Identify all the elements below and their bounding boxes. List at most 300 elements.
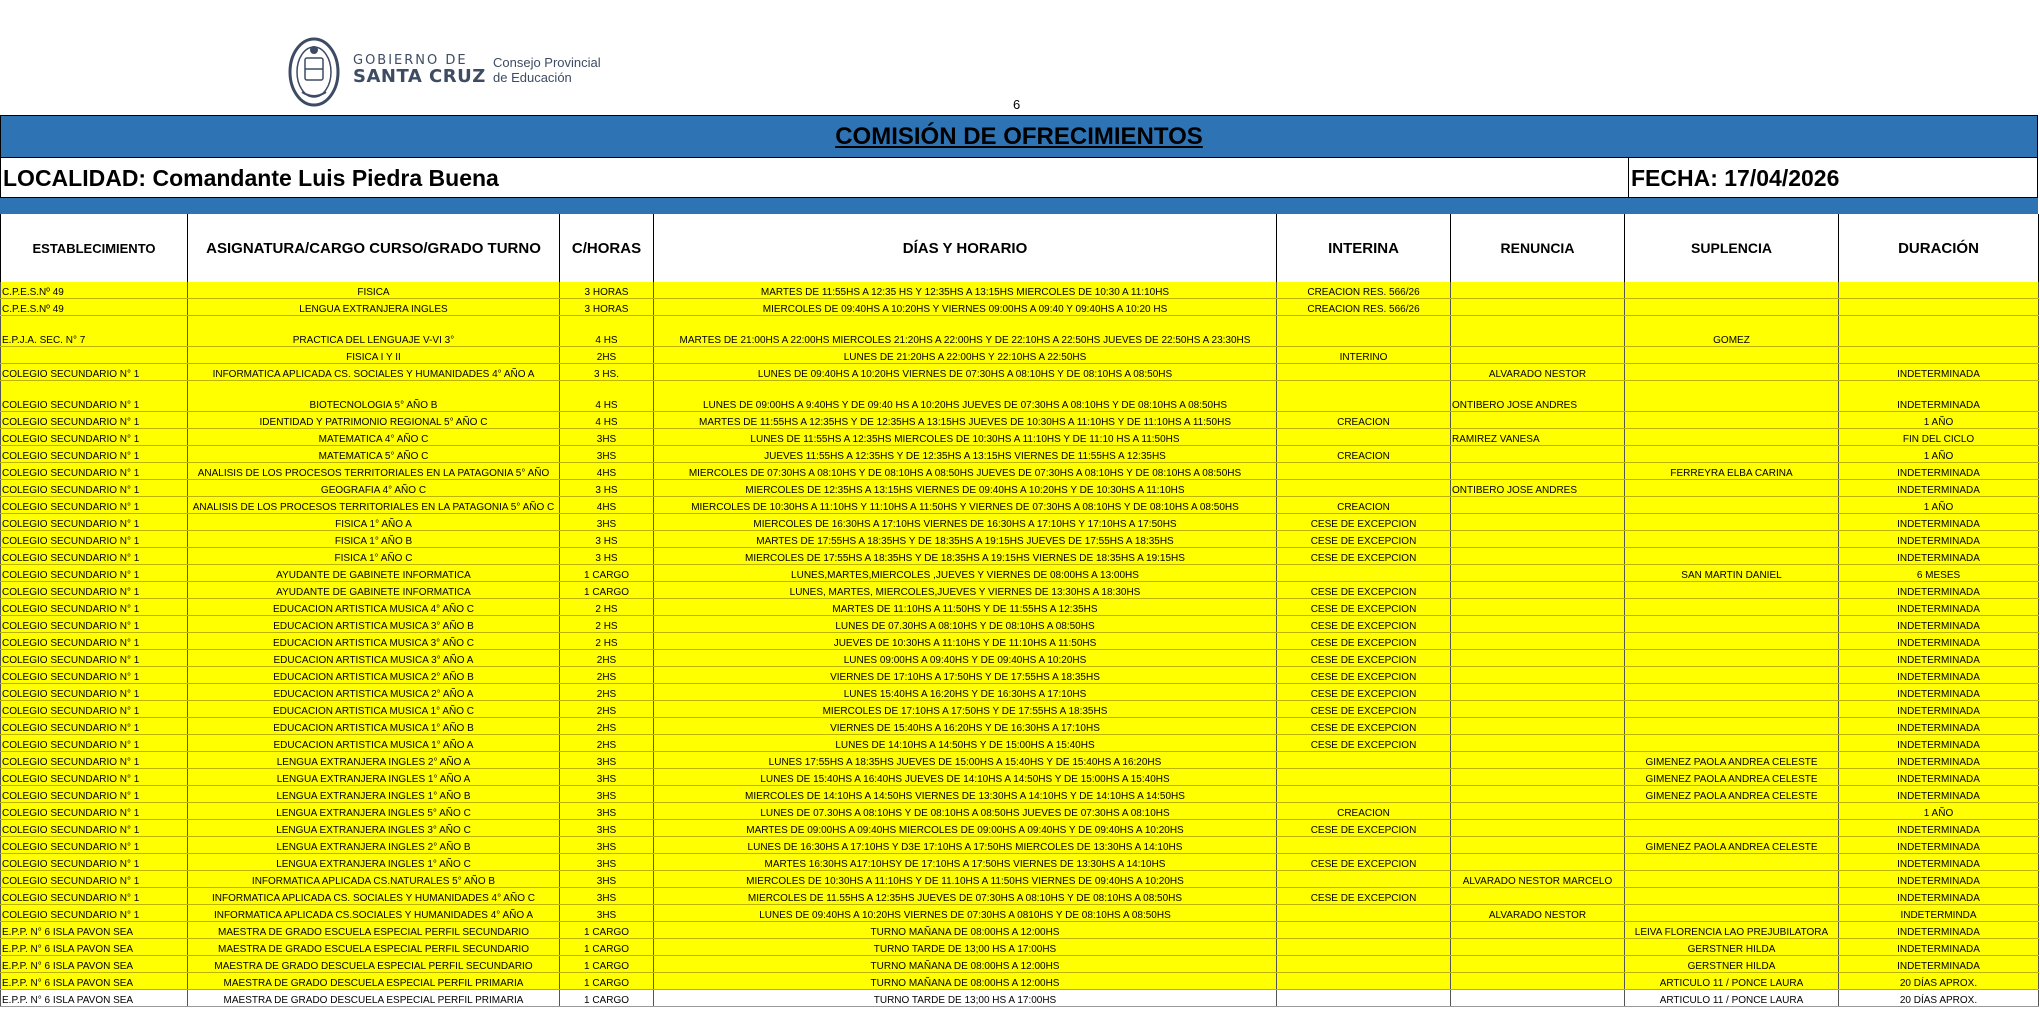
cell-dias-horario: MIERCOLES DE 07:30HS A 08:10HS Y DE 08:10HS A 08:50HS JUEVES DE 07:30HS A 08:10HS Y DE 08:10HS A 08:50HS xyxy=(654,463,1277,480)
table-row xyxy=(1,429,2039,446)
cell-suplencia xyxy=(1625,347,1839,364)
logo-consejo-line1: Consejo Provincial xyxy=(493,55,601,70)
cell-suplencia xyxy=(1625,282,1839,299)
cell-dias-horario: JUEVES 11:55HS A 12:35HS Y DE 12:35HS A 13:15HS VIERNES DE 11:55HS A 12:35HS xyxy=(654,446,1277,463)
table-row xyxy=(1,565,2039,582)
cell-interina: CESE DE EXCEPCION xyxy=(1277,616,1451,633)
col-horas: C/HORAS xyxy=(560,214,654,282)
cell-duracion: INDETERMINADA xyxy=(1839,922,2039,939)
cell-asignatura: INFORMATICA APLICADA CS.NATURALES 5° AÑO B xyxy=(188,871,560,888)
cell-interina: CESE DE EXCEPCION xyxy=(1277,667,1451,684)
cell-horas: 4HS xyxy=(560,497,654,514)
cell-establecimiento: COLEGIO SECUNDARIO N° 1 xyxy=(1,531,188,548)
cell-suplencia xyxy=(1625,871,1839,888)
cell-renuncia xyxy=(1451,769,1625,786)
cell-duracion: 20 DÍAS APROX. xyxy=(1839,973,2039,990)
cell-dias-horario: MARTES DE 11:55HS A 12:35HS Y DE 12:35HS A 13:15HS JUEVES DE 10:30HS A 11:10HS Y DE 11:10HS A 11:50HS xyxy=(654,412,1277,429)
cell-dias-horario: LUNES DE 21:20HS A 22:00HS Y 22:10HS A 22:50HS xyxy=(654,347,1277,364)
table-row xyxy=(1,939,2039,956)
cell-dias-horario: LUNES,MARTES,MIERCOLES ,JUEVES Y VIERNES DE 08:00HS A 13:00HS xyxy=(654,565,1277,582)
cell-horas: 3HS xyxy=(560,837,654,854)
table-row xyxy=(1,871,2039,888)
cell-asignatura: INFORMATICA APLICADA CS. SOCIALES Y HUMANIDADES 4° AÑO C xyxy=(188,888,560,905)
cell-duracion: 6 MESES xyxy=(1839,565,2039,582)
cell-establecimiento: COLEGIO SECUNDARIO N° 1 xyxy=(1,871,188,888)
cell-interina xyxy=(1277,463,1451,480)
cell-horas: 3 HS xyxy=(560,548,654,565)
cell-suplencia xyxy=(1625,514,1839,531)
cell-duracion: INDETERMINADA xyxy=(1839,364,2039,381)
cell-interina xyxy=(1277,364,1451,381)
cell-horas: 3 HS. xyxy=(560,364,654,381)
cell-duracion: INDETERMINADA xyxy=(1839,735,2039,752)
cell-asignatura: AYUDANTE DE GABINETE INFORMATICA xyxy=(188,565,560,582)
table-row xyxy=(1,347,2039,364)
cell-horas: 3 HORAS xyxy=(560,299,654,316)
table-row xyxy=(1,786,2039,803)
cell-duracion: INDETERMINADA xyxy=(1839,582,2039,599)
cell-duracion: INDETERMINADA xyxy=(1839,786,2039,803)
cell-establecimiento: E.P.P. N° 6 ISLA PAVON SEA xyxy=(1,973,188,990)
cell-renuncia xyxy=(1451,565,1625,582)
cell-interina: INTERINO xyxy=(1277,347,1451,364)
cell-dias-horario: VIERNES DE 15:40HS A 16:20HS Y DE 16:30HS A 17:10HS xyxy=(654,718,1277,735)
gobierno-logo xyxy=(288,36,618,108)
table-header-row xyxy=(1,214,2039,282)
table-row xyxy=(1,412,2039,429)
logo-wordmark xyxy=(353,54,486,87)
cell-asignatura: EDUCACION ARTISTICA MUSICA 2° AÑO A xyxy=(188,684,560,701)
cell-dias-horario: LUNES 15:40HS A 16:20HS Y DE 16:30HS A 17:10HS xyxy=(654,684,1277,701)
cell-duracion: INDETERMINADA xyxy=(1839,381,2039,412)
cell-dias-horario: MIERCOLES DE 09:40HS A 10:20HS Y VIERNES 09:00HS A 09:40 Y 09:40HS A 10:20 HS xyxy=(654,299,1277,316)
cell-duracion xyxy=(1839,282,2039,299)
cell-horas: 3 HS xyxy=(560,531,654,548)
cell-asignatura: PRACTICA DEL LENGUAJE V-VI 3° xyxy=(188,316,560,347)
cell-dias-horario: LUNES DE 09:40HS A 10:20HS VIERNES DE 07:30HS A 08:10HS Y DE 08:10HS A 08:50HS xyxy=(654,364,1277,381)
table-row xyxy=(1,548,2039,565)
cell-horas: 3HS xyxy=(560,888,654,905)
cell-suplencia xyxy=(1625,582,1839,599)
cell-suplencia xyxy=(1625,701,1839,718)
table-row xyxy=(1,497,2039,514)
cell-asignatura: EDUCACION ARTISTICA MUSICA 4° AÑO C xyxy=(188,599,560,616)
cell-suplencia xyxy=(1625,548,1839,565)
cell-suplencia xyxy=(1625,820,1839,837)
cell-asignatura: MAESTRA DE GRADO DESCUELA ESPECIAL PERFIL PRIMARIA xyxy=(188,973,560,990)
cell-establecimiento: COLEGIO SECUNDARIO N° 1 xyxy=(1,381,188,412)
cell-dias-horario: LUNES DE 09:00HS A 9:40HS Y DE 09:40 HS A 10:20HS JUEVES DE 07:30HS A 08:10HS Y DE 08:10HS A 08:50HS xyxy=(654,381,1277,412)
cell-interina: CREACION xyxy=(1277,803,1451,820)
cell-establecimiento: COLEGIO SECUNDARIO N° 1 xyxy=(1,480,188,497)
cell-dias-horario: LUNES DE 07.30HS A 08:10HS Y DE 08:10HS A 08:50HS JUEVES DE 07:30HS A 08:10HS xyxy=(654,803,1277,820)
cell-suplencia xyxy=(1625,429,1839,446)
cell-horas: 2HS xyxy=(560,347,654,364)
cell-suplencia xyxy=(1625,616,1839,633)
cell-dias-horario: MIERCOLES DE 10:30HS A 11:10HS Y 11:10HS A 11:50HS Y VIERNES DE 07:30HS A 08:10HS Y DE 08:10HS A 08:50HS xyxy=(654,497,1277,514)
cell-horas: 3HS xyxy=(560,905,654,922)
cell-suplencia xyxy=(1625,718,1839,735)
cell-dias-horario: MARTES DE 09:00HS A 09:40HS MIERCOLES DE 09:00HS A 09:40HS Y DE 09:40HS A 10:20HS xyxy=(654,820,1277,837)
cell-asignatura: LENGUA EXTRANJERA INGLES 3° AÑO C xyxy=(188,820,560,837)
cell-establecimiento: COLEGIO SECUNDARIO N° 1 xyxy=(1,633,188,650)
cell-dias-horario: TURNO MAÑANA DE 08:00HS A 12:00HS xyxy=(654,956,1277,973)
cell-asignatura: MAESTRA DE GRADO DESCUELA ESPECIAL PERFIL SECUNDARIO xyxy=(188,956,560,973)
cell-interina xyxy=(1277,837,1451,854)
cell-duracion: INDETERMINADA xyxy=(1839,684,2039,701)
cell-renuncia xyxy=(1451,973,1625,990)
logo-consejo-text xyxy=(493,56,601,86)
cell-horas: 4HS xyxy=(560,463,654,480)
col-interina: INTERINA xyxy=(1277,214,1451,282)
col-suplencia: SUPLENCIA xyxy=(1625,214,1839,282)
cell-asignatura: LENGUA EXTRANJERA INGLES 2° AÑO B xyxy=(188,837,560,854)
localidad-label: LOCALIDAD: Comandante Luis Piedra Buena xyxy=(3,165,499,191)
cell-horas: 3 HS xyxy=(560,480,654,497)
cell-renuncia xyxy=(1451,633,1625,650)
cell-interina: CESE DE EXCEPCION xyxy=(1277,633,1451,650)
cell-horas: 2 HS xyxy=(560,599,654,616)
cell-duracion: 1 AÑO xyxy=(1839,412,2039,429)
cell-establecimiento: COLEGIO SECUNDARIO N° 1 xyxy=(1,497,188,514)
col-renuncia: RENUNCIA xyxy=(1451,214,1625,282)
cell-establecimiento: E.P.P. N° 6 ISLA PAVON SEA xyxy=(1,956,188,973)
cell-asignatura: LENGUA EXTRANJERA INGLES 1° AÑO A xyxy=(188,769,560,786)
cell-horas: 3HS xyxy=(560,854,654,871)
cell-horas: 3HS xyxy=(560,752,654,769)
cell-suplencia xyxy=(1625,599,1839,616)
cell-asignatura: FISICA 1° AÑO B xyxy=(188,531,560,548)
table-row xyxy=(1,463,2039,480)
cell-establecimiento: COLEGIO SECUNDARIO N° 1 xyxy=(1,820,188,837)
cell-suplencia xyxy=(1625,667,1839,684)
table-row xyxy=(1,701,2039,718)
cell-renuncia xyxy=(1451,497,1625,514)
cell-suplencia xyxy=(1625,633,1839,650)
cell-asignatura: INFORMATICA APLICADA CS. SOCIALES Y HUMANIDADES 4° AÑO A xyxy=(188,364,560,381)
table-row xyxy=(1,282,2039,299)
title-band xyxy=(0,115,2038,158)
cell-duracion: INDETERMINADA xyxy=(1839,463,2039,480)
cell-asignatura: EDUCACION ARTISTICA MUSICA 2° AÑO B xyxy=(188,667,560,684)
cell-horas: 2HS xyxy=(560,650,654,667)
cell-horas: 1 CARGO xyxy=(560,973,654,990)
cell-establecimiento: COLEGIO SECUNDARIO N° 1 xyxy=(1,650,188,667)
cell-dias-horario: MIERCOLES DE 16:30HS A 17:10HS VIERNES DE 16:30HS A 17:10HS Y 17:10HS A 17:50HS xyxy=(654,514,1277,531)
table-row xyxy=(1,854,2039,871)
cell-asignatura: LENGUA EXTRANJERA INGLES 5° AÑO C xyxy=(188,803,560,820)
cell-establecimiento: COLEGIO SECUNDARIO N° 1 xyxy=(1,769,188,786)
cell-establecimiento: COLEGIO SECUNDARIO N° 1 xyxy=(1,803,188,820)
cell-establecimiento: C.P.E.S.Nº 49 xyxy=(1,299,188,316)
cell-suplencia xyxy=(1625,446,1839,463)
cell-renuncia xyxy=(1451,701,1625,718)
cell-horas: 1 CARGO xyxy=(560,956,654,973)
cell-suplencia xyxy=(1625,412,1839,429)
cell-horas: 3HS xyxy=(560,803,654,820)
cell-asignatura: LENGUA EXTRANJERA INGLES 2° AÑO A xyxy=(188,752,560,769)
cell-establecimiento: COLEGIO SECUNDARIO N° 1 xyxy=(1,684,188,701)
cell-interina: CESE DE EXCEPCION xyxy=(1277,718,1451,735)
cell-suplencia: FERREYRA ELBA CARINA xyxy=(1625,463,1839,480)
cell-asignatura: FISICA xyxy=(188,282,560,299)
cell-asignatura: GEOGRAFIA 4° AÑO C xyxy=(188,480,560,497)
cell-renuncia xyxy=(1451,854,1625,871)
cell-establecimiento: COLEGIO SECUNDARIO N° 1 xyxy=(1,905,188,922)
cell-renuncia xyxy=(1451,650,1625,667)
cell-interina: CREACION xyxy=(1277,497,1451,514)
cell-duracion: INDETERMINADA xyxy=(1839,650,2039,667)
table-row xyxy=(1,316,2039,347)
table-row xyxy=(1,956,2039,973)
cell-renuncia: ONTIBERO JOSE ANDRES xyxy=(1451,480,1625,497)
cell-establecimiento: COLEGIO SECUNDARIO N° 1 xyxy=(1,735,188,752)
cell-interina xyxy=(1277,905,1451,922)
cell-interina: CREACION xyxy=(1277,446,1451,463)
cell-horas: 3HS xyxy=(560,446,654,463)
cell-suplencia xyxy=(1625,854,1839,871)
cell-dias-horario: MIERCOLES DE 14:10HS A 14:50HS VIERNES DE 13:30HS A 14:10HS Y DE 14:10HS A 14:50HS xyxy=(654,786,1277,803)
cell-interina xyxy=(1277,990,1451,1007)
cell-dias-horario: MIERCOLES DE 17:10HS A 17:50HS Y DE 17:55HS A 18:35HS xyxy=(654,701,1277,718)
cell-duracion: 20 DÍAS APROX. xyxy=(1839,990,2039,1007)
logo-santa-cruz-text: SANTA CRUZ xyxy=(353,65,486,87)
table-row xyxy=(1,514,2039,531)
cell-interina: CREACION RES. 566/26 xyxy=(1277,299,1451,316)
cell-dias-horario: MIERCOLES DE 12:35HS A 13:15HS VIERNES DE 09:40HS A 10:20HS Y DE 10:30HS A 11:10HS xyxy=(654,480,1277,497)
cell-renuncia xyxy=(1451,282,1625,299)
cell-asignatura: FISICA I Y II xyxy=(188,347,560,364)
cell-dias-horario: MIERCOLES DE 10:30HS A 11:10HS Y DE 11.10HS A 11:50HS VIERNES DE 09:40HS A 10:20HS xyxy=(654,871,1277,888)
cell-horas: 3HS xyxy=(560,769,654,786)
cell-horas: 1 CARGO xyxy=(560,939,654,956)
cell-interina xyxy=(1277,956,1451,973)
cell-renuncia xyxy=(1451,803,1625,820)
cell-horas: 3HS xyxy=(560,786,654,803)
cell-establecimiento: COLEGIO SECUNDARIO N° 1 xyxy=(1,616,188,633)
cell-horas: 4 HS xyxy=(560,381,654,412)
cell-horas: 2HS xyxy=(560,718,654,735)
cell-duracion: INDETERMINDA xyxy=(1839,905,2039,922)
cell-suplencia xyxy=(1625,531,1839,548)
cell-interina xyxy=(1277,316,1451,347)
cell-establecimiento: COLEGIO SECUNDARIO N° 1 xyxy=(1,837,188,854)
cell-renuncia xyxy=(1451,299,1625,316)
cell-asignatura: LENGUA EXTRANJERA INGLES 1° AÑO C xyxy=(188,854,560,871)
cell-interina: CESE DE EXCEPCION xyxy=(1277,888,1451,905)
table-row xyxy=(1,531,2039,548)
cell-duracion xyxy=(1839,299,2039,316)
cell-renuncia: ONTIBERO JOSE ANDRES xyxy=(1451,381,1625,412)
cell-renuncia xyxy=(1451,514,1625,531)
cell-duracion: INDETERMINADA xyxy=(1839,837,2039,854)
cell-horas: 4 HS xyxy=(560,412,654,429)
cell-dias-horario: MARTES DE 11:10HS A 11:50HS Y DE 11:55HS A 12:35HS xyxy=(654,599,1277,616)
cell-suplencia: GERSTNER HILDA xyxy=(1625,956,1839,973)
localidad-row xyxy=(0,158,2038,198)
cell-suplencia xyxy=(1625,684,1839,701)
cell-interina: CREACION xyxy=(1277,412,1451,429)
cell-interina: CESE DE EXCEPCION xyxy=(1277,548,1451,565)
cell-suplencia: GOMEZ xyxy=(1625,316,1839,347)
cell-dias-horario: LUNES DE 11:55HS A 12:35HS MIERCOLES DE 10:30HS A 11:10HS Y DE 11:10 HS A 11:50HS xyxy=(654,429,1277,446)
cell-horas: 3 HORAS xyxy=(560,282,654,299)
cell-suplencia xyxy=(1625,480,1839,497)
cell-suplencia xyxy=(1625,888,1839,905)
cell-establecimiento: COLEGIO SECUNDARIO N° 1 xyxy=(1,786,188,803)
cell-establecimiento: COLEGIO SECUNDARIO N° 1 xyxy=(1,718,188,735)
table-row xyxy=(1,582,2039,599)
cell-horas: 3HS xyxy=(560,820,654,837)
cell-renuncia xyxy=(1451,548,1625,565)
cell-renuncia xyxy=(1451,820,1625,837)
cell-establecimiento: COLEGIO SECUNDARIO N° 1 xyxy=(1,667,188,684)
cell-duracion: INDETERMINADA xyxy=(1839,939,2039,956)
cell-renuncia xyxy=(1451,616,1625,633)
cell-asignatura: MAESTRA DE GRADO DESCUELA ESPECIAL PERFIL PRIMARIA xyxy=(188,990,560,1007)
cell-asignatura: EDUCACION ARTISTICA MUSICA 1° AÑO A xyxy=(188,735,560,752)
cell-dias-horario: TURNO MAÑANA DE 08:00HS A 12:00HS xyxy=(654,973,1277,990)
cell-interina xyxy=(1277,381,1451,412)
cell-interina: CESE DE EXCEPCION xyxy=(1277,599,1451,616)
cell-renuncia xyxy=(1451,582,1625,599)
cell-dias-horario: TURNO TARDE DE 13;00 HS A 17:00HS xyxy=(654,990,1277,1007)
ofrecimientos-table xyxy=(0,214,2039,1007)
cell-establecimiento: COLEGIO SECUNDARIO N° 1 xyxy=(1,463,188,480)
cell-renuncia xyxy=(1451,718,1625,735)
table-row xyxy=(1,480,2039,497)
cell-asignatura: EDUCACION ARTISTICA MUSICA 1° AÑO C xyxy=(188,701,560,718)
cell-dias-horario: MARTES DE 11:55HS A 12:35 HS Y 12:35HS A 13:15HS MIERCOLES DE 10:30 A 11:10HS xyxy=(654,282,1277,299)
cell-horas: 2 HS xyxy=(560,616,654,633)
cell-duracion: INDETERMINADA xyxy=(1839,667,2039,684)
table-row xyxy=(1,599,2039,616)
cell-asignatura: LENGUA EXTRANJERA INGLES xyxy=(188,299,560,316)
cell-renuncia xyxy=(1451,990,1625,1007)
cell-asignatura: ANALISIS DE LOS PROCESOS TERRITORIALES EN LA PATAGONIA 5° AÑO C xyxy=(188,497,560,514)
page-number: 6 xyxy=(1013,97,1021,112)
cell-horas: 4 HS xyxy=(560,316,654,347)
cell-dias-horario: MIERCOLES DE 17:55HS A 18:35HS Y DE 18:35HS A 19:15HS VIERNES DE 18:35HS A 19:15HS xyxy=(654,548,1277,565)
cell-duracion: 1 AÑO xyxy=(1839,446,2039,463)
cell-renuncia xyxy=(1451,684,1625,701)
cell-duracion: 1 AÑO xyxy=(1839,497,2039,514)
cell-establecimiento: COLEGIO SECUNDARIO N° 1 xyxy=(1,582,188,599)
cell-interina: CESE DE EXCEPCION xyxy=(1277,531,1451,548)
table-row xyxy=(1,667,2039,684)
cell-duracion: INDETERMINADA xyxy=(1839,531,2039,548)
table-row xyxy=(1,633,2039,650)
cell-interina: CESE DE EXCEPCION xyxy=(1277,650,1451,667)
cell-establecimiento: COLEGIO SECUNDARIO N° 1 xyxy=(1,701,188,718)
cell-asignatura: INFORMATICA APLICADA CS.SOCIALES Y HUMANIDADES 4° AÑO A xyxy=(188,905,560,922)
cell-suplencia: SAN MARTIN DANIEL xyxy=(1625,565,1839,582)
cell-interina: CREACION RES. 566/26 xyxy=(1277,282,1451,299)
cell-renuncia xyxy=(1451,837,1625,854)
cell-dias-horario: LUNES 17:55HS A 18:35HS JUEVES DE 15:00HS A 15:40HS Y DE 15:40HS A 16:20HS xyxy=(654,752,1277,769)
cell-establecimiento: E.P.P. N° 6 ISLA PAVON SEA xyxy=(1,922,188,939)
cell-interina xyxy=(1277,769,1451,786)
cell-establecimiento: E.P.P. N° 6 ISLA PAVON SEA xyxy=(1,939,188,956)
cell-interina xyxy=(1277,922,1451,939)
cell-establecimiento: C.P.E.S.Nº 49 xyxy=(1,282,188,299)
cell-horas: 1 CARGO xyxy=(560,922,654,939)
cell-asignatura: EDUCACION ARTISTICA MUSICA 1° AÑO B xyxy=(188,718,560,735)
cell-suplencia xyxy=(1625,735,1839,752)
table-row xyxy=(1,820,2039,837)
cell-suplencia xyxy=(1625,364,1839,381)
cell-asignatura: FISICA 1° AÑO A xyxy=(188,514,560,531)
cell-dias-horario: JUEVES DE 10:30HS A 11:10HS Y DE 11:10HS A 11:50HS xyxy=(654,633,1277,650)
cell-asignatura: ANALISIS DE LOS PROCESOS TERRITORIALES EN LA PATAGONIA 5° AÑO xyxy=(188,463,560,480)
cell-establecimiento: COLEGIO SECUNDARIO N° 1 xyxy=(1,412,188,429)
cell-suplencia: GERSTNER HILDA xyxy=(1625,939,1839,956)
cell-interina: CESE DE EXCEPCION xyxy=(1277,701,1451,718)
cell-renuncia xyxy=(1451,888,1625,905)
cell-asignatura: MAESTRA DE GRADO ESCUELA ESPECIAL PERFIL SECUNDARIO xyxy=(188,922,560,939)
cell-duracion: INDETERMINADA xyxy=(1839,871,2039,888)
table-row xyxy=(1,381,2039,412)
cell-asignatura: EDUCACION ARTISTICA MUSICA 3° AÑO A xyxy=(188,650,560,667)
cell-asignatura: EDUCACION ARTISTICA MUSICA 3° AÑO C xyxy=(188,633,560,650)
cell-establecimiento: COLEGIO SECUNDARIO N° 1 xyxy=(1,446,188,463)
cell-horas: 3HS xyxy=(560,514,654,531)
cell-interina: CESE DE EXCEPCION xyxy=(1277,582,1451,599)
table-row xyxy=(1,299,2039,316)
cell-dias-horario: LUNES DE 09:40HS A 10:20HS VIERNES DE 07:30HS A 0810HS Y DE 08:10HS A 08:50HS xyxy=(654,905,1277,922)
col-duracion: DURACIÓN xyxy=(1839,214,2039,282)
cell-duracion: INDETERMINADA xyxy=(1839,769,2039,786)
cell-duracion: INDETERMINADA xyxy=(1839,616,2039,633)
cell-asignatura: FISICA 1° AÑO C xyxy=(188,548,560,565)
cell-horas: 2HS xyxy=(560,667,654,684)
cell-renuncia: ALVARADO NESTOR MARCELO xyxy=(1451,871,1625,888)
table-row xyxy=(1,905,2039,922)
cell-renuncia xyxy=(1451,446,1625,463)
cell-renuncia xyxy=(1451,531,1625,548)
cell-establecimiento: COLEGIO SECUNDARIO N° 1 xyxy=(1,565,188,582)
cell-dias-horario: MARTES DE 21:00HS A 22:00HS MIERCOLES 21:20HS A 22:00HS Y DE 22:10HS A 22:50HS JUEVES DE 22:50HS A 23:30HS xyxy=(654,316,1277,347)
cell-renuncia xyxy=(1451,463,1625,480)
cell-suplencia: ARTICULO 11 / PONCE LAURA xyxy=(1625,973,1839,990)
cell-renuncia xyxy=(1451,939,1625,956)
cell-interina: CESE DE EXCEPCION xyxy=(1277,735,1451,752)
cell-establecimiento: COLEGIO SECUNDARIO N° 1 xyxy=(1,854,188,871)
cell-dias-horario: LUNES DE 14:10HS A 14:50HS Y DE 15:00HS A 15:40HS xyxy=(654,735,1277,752)
cell-renuncia xyxy=(1451,956,1625,973)
cell-suplencia: GIMENEZ PAOLA ANDREA CELESTE xyxy=(1625,786,1839,803)
cell-interina: CESE DE EXCEPCION xyxy=(1277,820,1451,837)
cell-dias-horario: LUNES 09:00HS A 09:40HS Y DE 09:40HS A 10:20HS xyxy=(654,650,1277,667)
cell-duracion xyxy=(1839,316,2039,347)
coat-of-arms-icon xyxy=(288,36,340,108)
cell-interina xyxy=(1277,565,1451,582)
cell-dias-horario: TURNO TARDE DE 13;00 HS A 17:00HS xyxy=(654,939,1277,956)
cell-suplencia: LEIVA FLORENCIA LAO PREJUBILATORA xyxy=(1625,922,1839,939)
cell-renuncia: ALVARADO NESTOR xyxy=(1451,364,1625,381)
separator-band xyxy=(0,198,2038,214)
fecha-label: FECHA: 17/04/2026 xyxy=(1631,165,1840,191)
cell-suplencia: GIMENEZ PAOLA ANDREA CELESTE xyxy=(1625,752,1839,769)
cell-renuncia: RAMIREZ VANESA xyxy=(1451,429,1625,446)
cell-horas: 3HS xyxy=(560,871,654,888)
cell-suplencia: GIMENEZ PAOLA ANDREA CELESTE xyxy=(1625,837,1839,854)
cell-suplencia xyxy=(1625,905,1839,922)
cell-suplencia xyxy=(1625,650,1839,667)
page-title: COMISIÓN DE OFRECIMIENTOS xyxy=(835,122,1203,150)
cell-asignatura: IDENTIDAD Y PATRIMONIO REGIONAL 5° AÑO C xyxy=(188,412,560,429)
cell-duracion: INDETERMINADA xyxy=(1839,888,2039,905)
